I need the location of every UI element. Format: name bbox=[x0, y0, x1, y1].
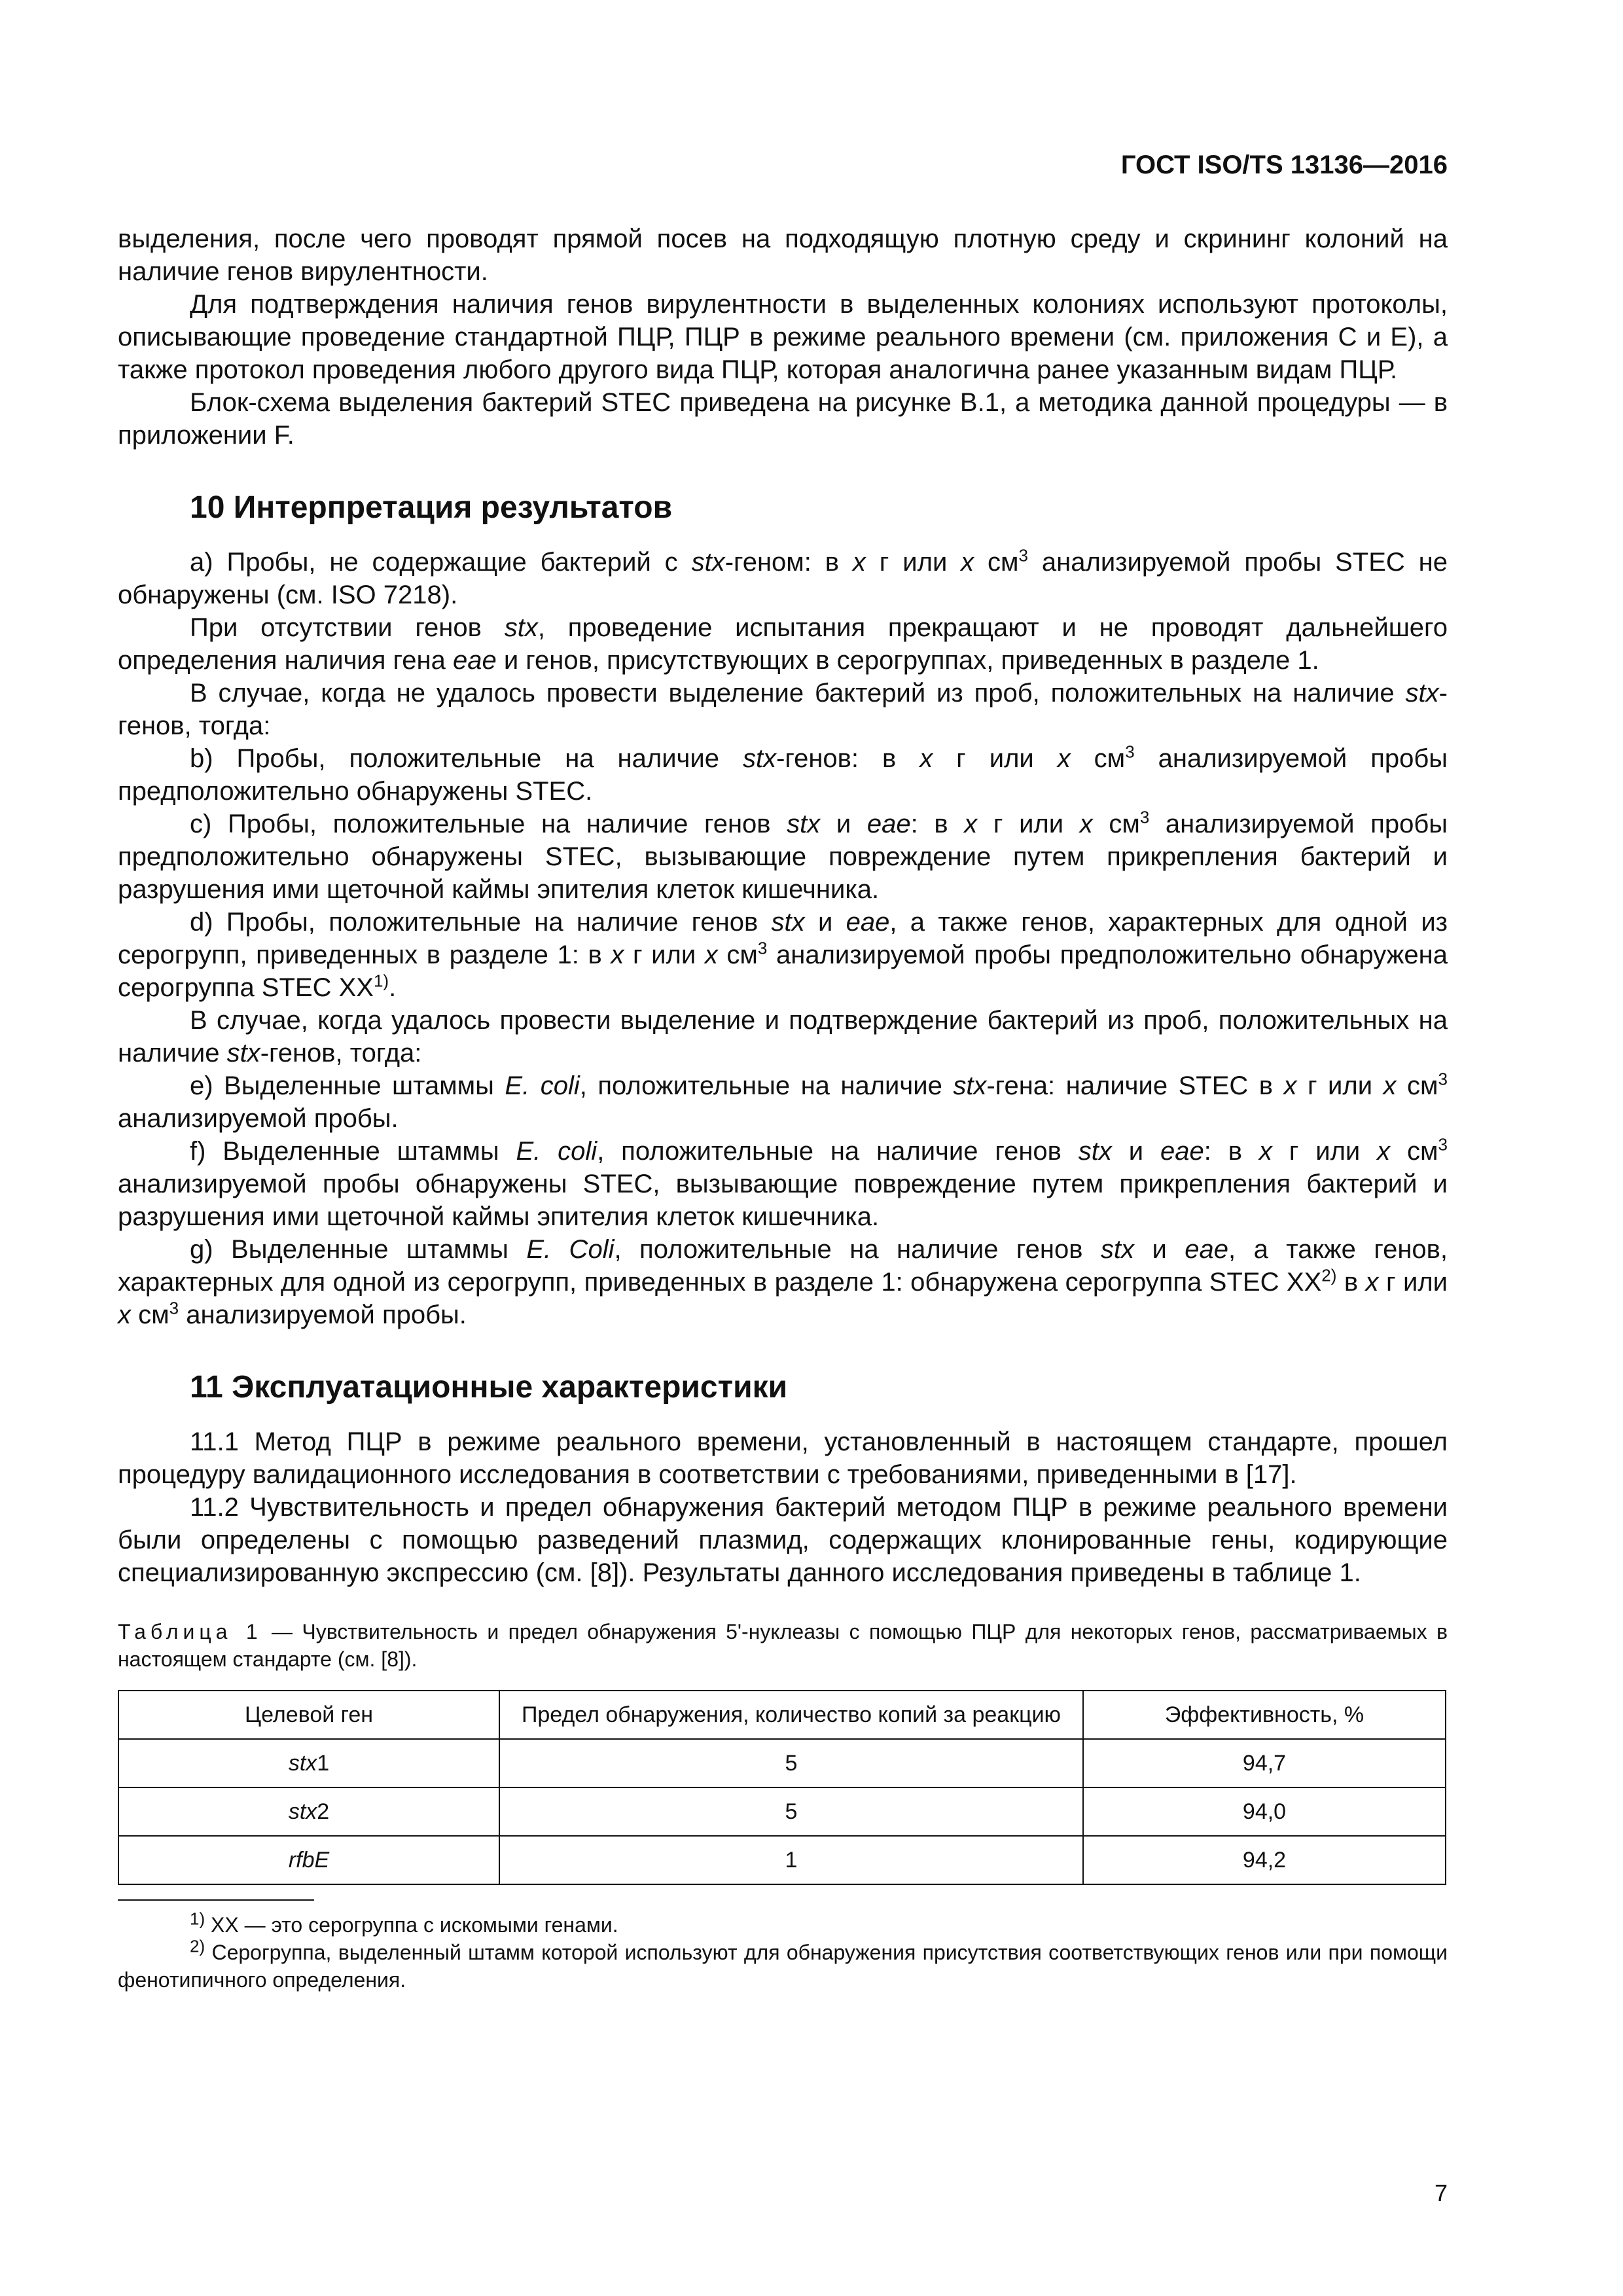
paragraph-case-2: В случае, когда удалось провести выделение и подтверждение бактерий из проб, положительных на наличие stx-генов, тогда: bbox=[118, 1006, 1448, 1067]
cell-efficiency: 94,0 bbox=[1083, 1787, 1446, 1836]
table-caption bbox=[118, 1618, 1448, 1673]
page-content bbox=[118, 223, 1448, 1994]
cell-efficiency: 94,2 bbox=[1083, 1836, 1446, 1884]
column-header-gene: Целевой ген bbox=[118, 1691, 499, 1739]
cell-gene: stx2 bbox=[118, 1787, 499, 1836]
footnote-1: $^{1)}$ XX — это серогруппа с искомыми генами. bbox=[190, 1909, 618, 1937]
intro-paragraph-3: Блок-схема выделения бактерий STEC приведена на рисунке B.1, а методика данной процедуры — в приложении F. bbox=[118, 388, 1448, 450]
item-c: c) Пробы, положительные на наличие генов stx и eae: в x г или x $см^3$ анализируемой пробы предположительно обнаружены STEC, вызывающие повреждение путем прикрепления бактерий и разрушения ими щеточной каймы эпителия клеток кишечника. bbox=[118, 807, 1448, 904]
cell-gene: rfbE bbox=[118, 1836, 499, 1884]
item-a: a) Пробы, не содержащие бактерий с stx-геном: в x г или x $см^3$ анализируемой пробы STEC не обнаружены (см. ISO 7218). bbox=[118, 545, 1448, 609]
item-e: e) Выделенные штаммы E. coli, положительные на наличие stx-гена: наличие STEC в x г или x $см^3$ анализируемой пробы. bbox=[118, 1069, 1448, 1133]
intro-paragraph-2: Для подтверждения наличия генов вирулентности в выделенных колониях используют протоколы, описывающие проведение стандартной ПЦР, ПЦР в режиме реального времени (см. приложения C и E), а также протокол проведения любого другого вида ПЦР, которая аналогична ранее указанным видам ПЦР. bbox=[118, 290, 1448, 384]
cell-limit: 5 bbox=[499, 1739, 1083, 1787]
paragraph-absent: При отсутствии генов stx, проведение испытания прекращают и не проводят дальнейшего определения наличия гена eae и генов, присутствующих в серогруппах, приведенных в разделе 1. bbox=[118, 613, 1448, 675]
intro-paragraph-1: выделения, после чего проводят прямой посев на подходящую плотную среду и скрининг колоний на наличие генов вирулентности. bbox=[118, 224, 1448, 286]
column-header-efficiency: Эффективность, % bbox=[1083, 1691, 1446, 1739]
item-f: f) Выделенные штаммы E. coli, положительные на наличие генов stx и eae: в x г или x $см^3$ анализируемой пробы обнаружены STEC, вызывающие повреждение путем прикрепления бактерий и разрушения ими щеточной каймы эпителия клеток кишечника. bbox=[118, 1134, 1448, 1231]
table-row bbox=[118, 1787, 1446, 1836]
item-d: d) Пробы, положительные на наличие генов stx и eae, а также генов, характерных для одной из серогрупп, приведенных в разделе 1: в x г или x $см^3$ анализируемой пробы предположительно обнаружена серогруппа STEC XX$^{1)}$. bbox=[118, 908, 1448, 1002]
item-g: g) Выделенные штаммы E. Coli, положительные на наличие генов stx и eae, а также генов, характерных для одной из серогрупп, приведенных в разделе 1: обнаружена серогруппа STEC XX$^{2)}$ в x г или x $см^3$ анализируемой пробы. bbox=[118, 1235, 1448, 1329]
cell-limit: 1 bbox=[499, 1836, 1083, 1884]
cell-gene: stx1 bbox=[118, 1739, 499, 1787]
paragraph-11-1: 11.1 Метод ПЦР в режиме реального времени, установленный в настоящем стандарте, прошел процедуру валидационного исследования в соответствии с требованиями, приведенными в [17]. bbox=[118, 1427, 1448, 1489]
paragraph-case-1: В случае, когда не удалось провести выделение бактерий из проб, положительных на наличие stx-генов, тогда: bbox=[118, 679, 1448, 740]
table-row bbox=[118, 1739, 1446, 1787]
footnotes bbox=[118, 1911, 1448, 1994]
table-row bbox=[118, 1836, 1446, 1884]
page-number: 7 bbox=[1434, 2179, 1448, 2206]
table-caption-text: — Чувствительность и предел обнаружения 5'-нуклеазы с помощью ПЦР для некоторых генов, рассматриваемых в настоящем стандарте (см. [8]). bbox=[118, 1620, 1448, 1671]
paragraph-11-2: 11.2 Чувствительность и предел обнаружения бактерий методом ПЦР в режиме реального времени были определены с помощью разведений плазмид, содержащих клонированные гены, кодирующие специализированную экспрессию (см. [8]). Результаты данного исследования приведены в таблице 1. bbox=[118, 1493, 1448, 1587]
results-table bbox=[118, 1690, 1446, 1885]
cell-limit: 5 bbox=[499, 1787, 1083, 1836]
footnote-2: $^{2)}$ Серогруппа, выделенный штамм которой используют для обнаружения присутствия соответствующих генов или при помощи фенотипичного определения. bbox=[118, 1936, 1448, 1992]
cell-efficiency: 94,7 bbox=[1083, 1739, 1446, 1787]
footnote-separator bbox=[118, 1899, 314, 1901]
section-11-title: 11 Эксплуатационные характеристики bbox=[190, 1370, 788, 1405]
item-b: b) Пробы, положительные на наличие stx-генов: в x г или x $см^3$ анализируемой пробы предположительно обнаружены STEC. bbox=[118, 742, 1448, 806]
table-caption-label: Таблица 1 bbox=[118, 1620, 262, 1643]
document-header: ГОСТ ISO/TS 13136—2016 bbox=[1120, 151, 1448, 179]
column-header-limit: Предел обнаружения, количество копий за реакцию bbox=[499, 1691, 1083, 1739]
section-10-title: 10 Интерпретация результатов bbox=[190, 490, 673, 525]
table-header-row bbox=[118, 1691, 1446, 1739]
